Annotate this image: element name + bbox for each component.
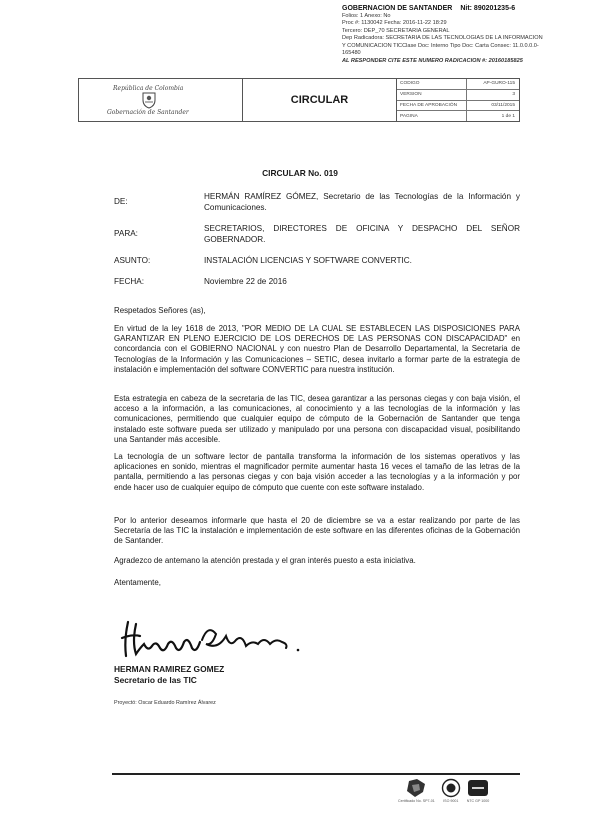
body-paragraph: En virtud de la ley 1618 de 2013, "POR MEDIO DE LA CUAL SE ESTABLECEN LAS DISPOSICIONES PARA GARANTIZAR EN PLENO EJERCICIO DE LOS DERECHOS DE LAS PERSONAS CON DISCAPACIDAD" en concordancia con el GOBIERNO NACIONAL y con nuestro Plan de Desarrollo Departamental, la Secretaria de Tecnologías de la Información y las Comunicaciones – SETIC, desea invitarlo a formar parte de la estrategia de instalación e implementación del software CONVERTIC para nuestra institución.: [114, 324, 520, 374]
meta-row: [397, 79, 519, 90]
meta-value: 1 de 1: [501, 113, 515, 119]
stamp-line: 165480: [342, 50, 361, 57]
fecha-label: FECHA:: [114, 277, 145, 286]
iso-cert-icon: [441, 778, 461, 798]
stamp-line: Dep Radicadora: SECRETARIA DE LAS TECNOLOGIAS DE LA INFORMACIÓN: [342, 35, 543, 42]
stamp-cite: AL RESPONDER CITE ESTE NUMERO RADICACIÓN #: 20160185825: [342, 58, 523, 65]
footer-badge: NTC GP 1000: [467, 778, 490, 803]
doc-meta-table: [397, 79, 519, 121]
asunto-value: INSTALACIÓN LICENCIAS Y SOFTWARE CONVERTIC.: [204, 256, 412, 265]
meta-row: [397, 101, 519, 112]
meta-row: [397, 90, 519, 101]
radication-stamp: [342, 4, 592, 66]
para-value: SECRETARIOS, DIRECTORES DE OFICINA Y DESPACHO DEL SEÑOR GOBERNADOR.: [204, 224, 520, 244]
asunto-label: ASUNTO:: [114, 256, 151, 265]
footer-badge: Certificado No. SP7-01: [398, 778, 435, 803]
stamp-line: Y COMUNICACIÓN TICClase Doc: Interno Tipo Doc: Carta Consec: 11.0.0.0.0-: [342, 42, 539, 49]
signer-block: [114, 664, 224, 686]
body-paragraph: Por lo anterior deseamos informarle que hasta el 20 de diciembre se va a estar realizando por parte de las Secretaría de las TIC la instalación e implementación de este software en las diferentes oficinas de la Gobernación de Santander.: [114, 516, 520, 546]
meta-value: 3: [512, 92, 515, 98]
body-paragraph: Esta estrategia en cabeza de la secretaria de las TIC, desea garantizar a las personas ciegas y con baja visión, el acceso a la información, a las comunicaciones, al conocimiento y a las tecnologías de la información y las comunicaciones, permitiendo que cualquier equipo de cómputo de la Gobernación de Santander que tenga instalado este software pueda ser utilizado y manipulado por una persona con discapacidad visual, posibilitando una Santander más accesible.: [114, 394, 520, 444]
de-label: DE:: [114, 197, 128, 206]
santander-map-icon: [403, 778, 429, 798]
stamp-nit: Nit: 890201235-6: [460, 5, 516, 12]
stamp-entity: GOBERNACIÓN DE SANTANDER: [342, 5, 453, 12]
stamp-line: Tercero: DEP_70 SECRETARIA GENERAL: [342, 27, 450, 34]
meta-key: VERSION: [397, 90, 467, 100]
greeting: Respetados Señores (as),: [114, 306, 206, 315]
handwritten-signature: [118, 614, 308, 662]
meta-value: 03/11/2015: [491, 102, 515, 108]
stamp-line: Proc #: 1130042 Fecha: 2016-11-22 18:29: [342, 20, 447, 27]
meta-key: CODIGO: [397, 79, 467, 89]
signer-name: HERMAN RAMIREZ GOMEZ: [114, 664, 225, 674]
doc-type-title: CIRCULAR: [243, 79, 397, 121]
body-paragraph: Agradezco de antemano la atención prestada y el gran interés puesto a esta iniciativa.: [114, 556, 416, 565]
body-paragraph: La tecnología de un software lector de pantalla transforma la información de los sistemas operativos y las aplicaciones en sonido, mientras el magnificador permite aumentar hasta 16 veces el tamaño de las letras de la pantalla, permitiendo a las personas ciegas y con baja visión acceder a las tecnologías y a la información y por ende hacer uso de cualquier equipo de cómputo que cuente con este software instalado.: [114, 452, 520, 492]
coat-of-arms-icon: [141, 91, 157, 109]
signer-role: Secretario de las TIC: [114, 675, 197, 685]
footer-badge: ISO 9001: [441, 778, 461, 803]
gobernacion-logo: [79, 79, 243, 121]
meta-key: PAGINA: [397, 111, 467, 121]
projected-by: Proyectó: Oscar Eduardo Ramírez Álvarez: [114, 700, 216, 706]
para-label: PARA:: [114, 229, 138, 238]
circular-title: CIRCULAR No. 019: [262, 168, 338, 178]
meta-key: FECHA DE APROBACIÓN: [397, 101, 467, 111]
de-value: HERMÁN RAMÍREZ GÓMEZ, Secretario de las Tecnologías de la Información y Comunicaciones.: [204, 192, 520, 212]
ntc-cert-icon: [467, 778, 489, 798]
footer-logos: [398, 778, 489, 803]
closing: Atentamente,: [114, 578, 161, 587]
stamp-line: Folios: 1 Anexo: No: [342, 13, 391, 19]
footer-divider: [112, 773, 520, 775]
fecha-value: Noviembre 22 de 2016: [204, 277, 287, 286]
gobernacion-text: Gobernación de Santander: [107, 109, 189, 116]
meta-value: AP-GURO-115: [483, 81, 515, 87]
meta-row: [397, 111, 519, 121]
republica-text: República de Colombia: [113, 85, 184, 92]
document-header: [78, 78, 520, 122]
